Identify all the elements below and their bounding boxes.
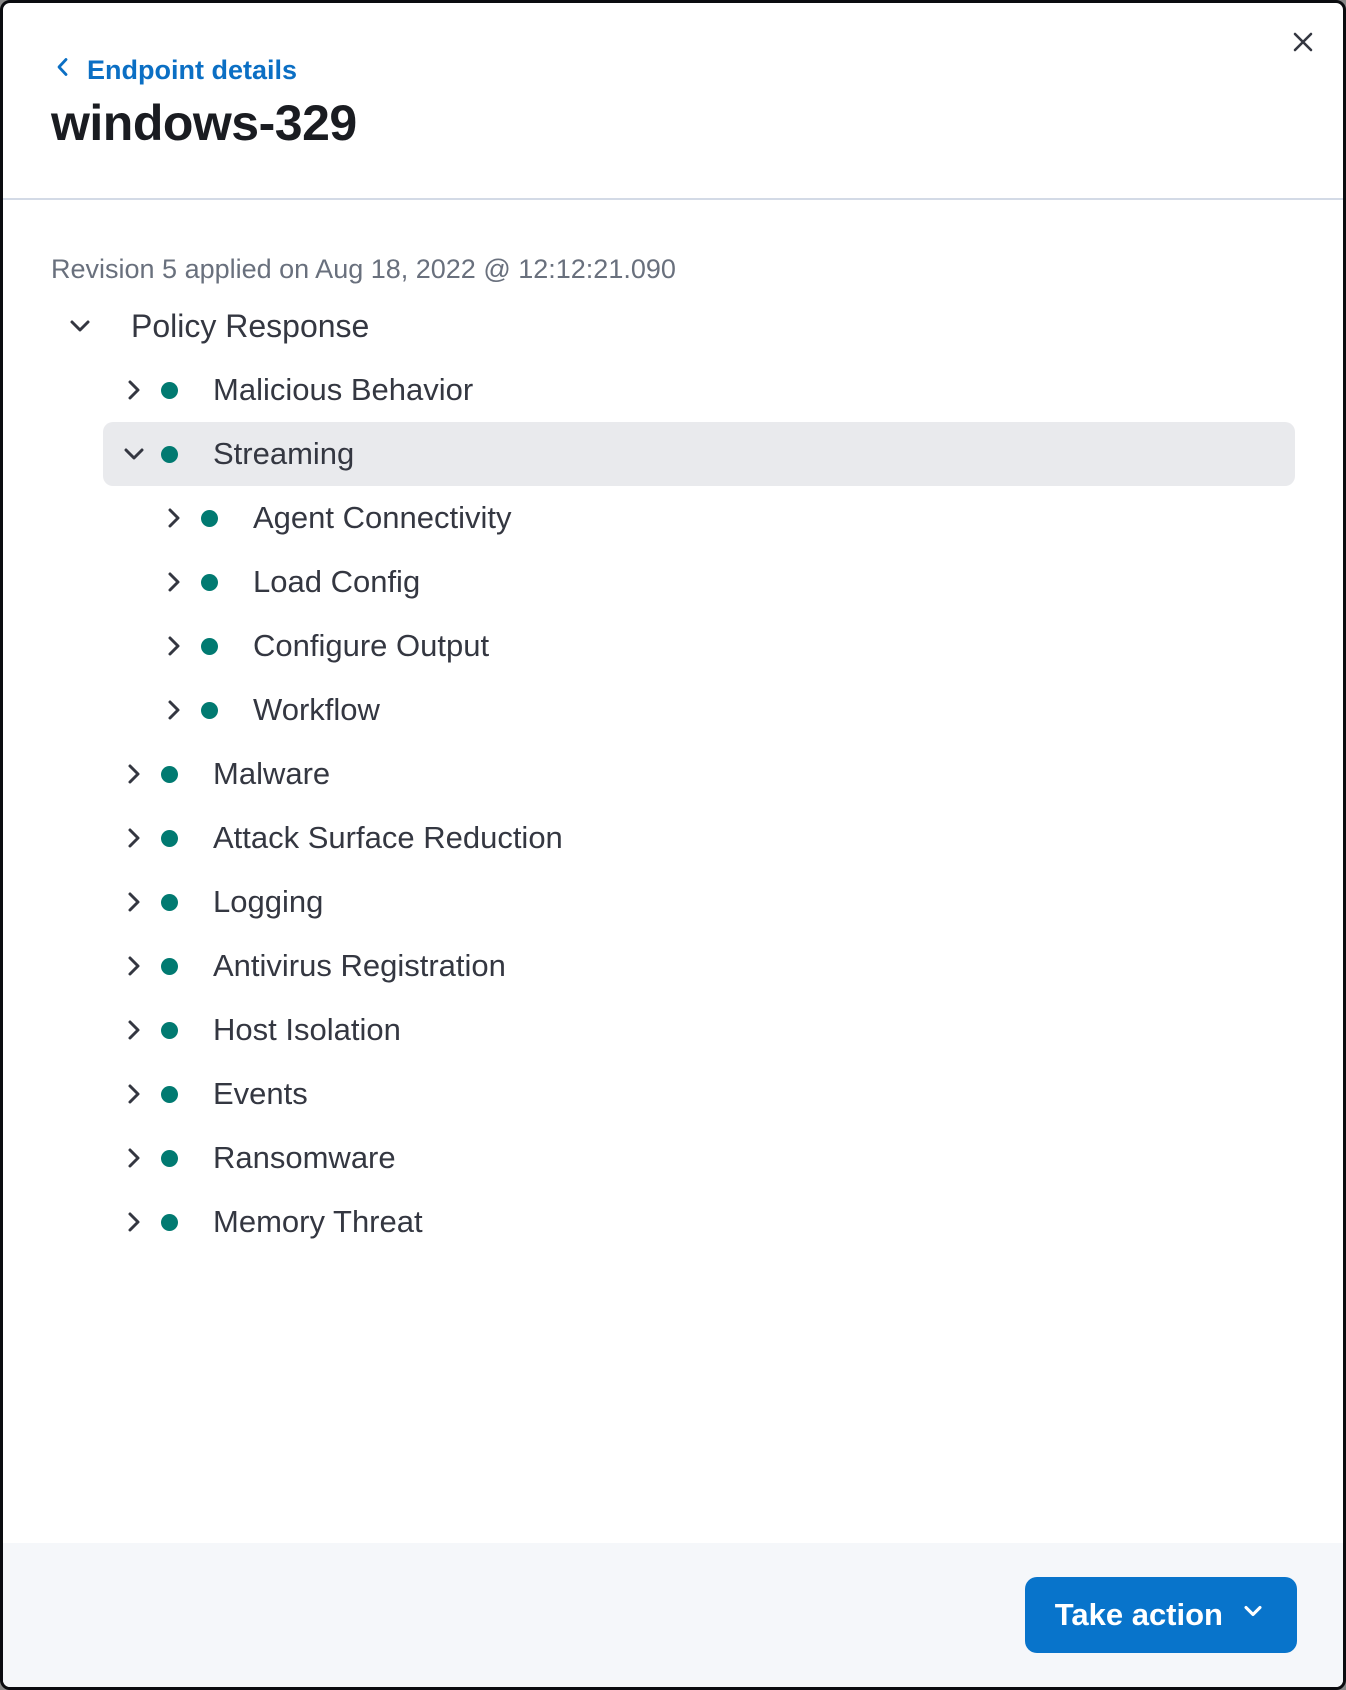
status-dot bbox=[160, 445, 178, 463]
tree-item-label: Memory Threat bbox=[213, 1204, 423, 1239]
flyout-header bbox=[3, 3, 1343, 200]
status-dot bbox=[200, 637, 218, 655]
chevron-right-icon[interactable] bbox=[118, 758, 150, 790]
tree-item-label: Attack Surface Reduction bbox=[213, 820, 563, 855]
chevron-right-icon[interactable] bbox=[118, 822, 150, 854]
policy-response-panel bbox=[3, 200, 1343, 1543]
status-dot bbox=[160, 1213, 178, 1231]
chevron-right-icon[interactable] bbox=[158, 694, 190, 726]
tree-item-workflow[interactable] bbox=[143, 678, 1295, 742]
tree-item-label: Ransomware bbox=[213, 1140, 396, 1175]
take-action-button[interactable] bbox=[1025, 1577, 1297, 1653]
status-dot bbox=[200, 509, 218, 527]
tree-item-ransomware[interactable] bbox=[103, 1126, 1295, 1190]
tree-item-label: Malware bbox=[213, 756, 331, 791]
tree-item-streaming[interactable] bbox=[103, 422, 1295, 486]
tree-item-label: Policy Response bbox=[131, 307, 370, 344]
chevron-right-icon[interactable] bbox=[118, 1078, 150, 1110]
tree-items bbox=[51, 358, 1295, 1254]
chevron-right-icon[interactable] bbox=[158, 566, 190, 598]
tree-item-attack-surface-reduction[interactable] bbox=[103, 806, 1295, 870]
tree-item-label: Antivirus Registration bbox=[213, 948, 506, 983]
tree-item-logging[interactable] bbox=[103, 870, 1295, 934]
take-action-label: Take action bbox=[1054, 1597, 1223, 1632]
close-icon bbox=[1289, 28, 1317, 59]
tree-item-policy-response[interactable] bbox=[51, 294, 1295, 358]
policy-tree bbox=[51, 294, 1295, 1254]
chevron-down-icon[interactable] bbox=[64, 310, 96, 342]
chevron-right-icon[interactable] bbox=[118, 374, 150, 406]
back-link[interactable] bbox=[51, 53, 297, 87]
chevron-right-icon[interactable] bbox=[118, 1014, 150, 1046]
tree-item-label: Configure Output bbox=[253, 628, 490, 663]
status-dot bbox=[160, 1085, 178, 1103]
tree-item-label: Streaming bbox=[213, 436, 355, 471]
close-button[interactable] bbox=[1281, 21, 1325, 65]
chevron-right-icon[interactable] bbox=[118, 1142, 150, 1174]
chevron-right-icon[interactable] bbox=[158, 630, 190, 662]
tree-item-memory-threat[interactable] bbox=[103, 1190, 1295, 1254]
status-dot bbox=[200, 573, 218, 591]
status-dot bbox=[160, 1149, 178, 1167]
back-link-label: Endpoint details bbox=[87, 55, 298, 85]
chevron-right-icon[interactable] bbox=[118, 886, 150, 918]
status-dot bbox=[160, 957, 178, 975]
status-dot bbox=[160, 893, 178, 911]
tree-item-label: Workflow bbox=[253, 692, 380, 727]
tree-item-label: Load Config bbox=[253, 564, 421, 599]
chevron-left-icon bbox=[51, 53, 75, 87]
tree-item-agent-connectivity[interactable] bbox=[143, 486, 1295, 550]
chevron-down-icon bbox=[1239, 1597, 1267, 1633]
revision-text: Revision 5 applied on Aug 18, 2022 @ 12:12:21.090 bbox=[51, 254, 676, 284]
tree-item-malicious-behavior[interactable] bbox=[103, 358, 1295, 422]
tree-item-label: Malicious Behavior bbox=[213, 372, 474, 407]
chevron-down-icon[interactable] bbox=[118, 438, 150, 470]
status-dot bbox=[160, 829, 178, 847]
tree-item-label: Agent Connectivity bbox=[253, 500, 512, 535]
tree-item-events[interactable] bbox=[103, 1062, 1295, 1126]
tree-item-label: Events bbox=[213, 1076, 308, 1111]
chevron-right-icon[interactable] bbox=[118, 950, 150, 982]
tree-item-configure-output[interactable] bbox=[143, 614, 1295, 678]
tree-item-antivirus-registration[interactable] bbox=[103, 934, 1295, 998]
tree-item-host-isolation[interactable] bbox=[103, 998, 1295, 1062]
tree-item-malware[interactable] bbox=[103, 742, 1295, 806]
status-dot bbox=[160, 765, 178, 783]
flyout-footer bbox=[3, 1543, 1343, 1687]
chevron-right-icon[interactable] bbox=[118, 1206, 150, 1238]
tree-item-load-config[interactable] bbox=[143, 550, 1295, 614]
tree-item-label: Logging bbox=[213, 884, 324, 919]
chevron-right-icon[interactable] bbox=[158, 502, 190, 534]
page-title: windows-329 bbox=[51, 95, 357, 151]
tree-item-label: Host Isolation bbox=[213, 1012, 401, 1047]
status-dot bbox=[160, 381, 178, 399]
status-dot bbox=[160, 1021, 178, 1039]
status-dot bbox=[200, 701, 218, 719]
